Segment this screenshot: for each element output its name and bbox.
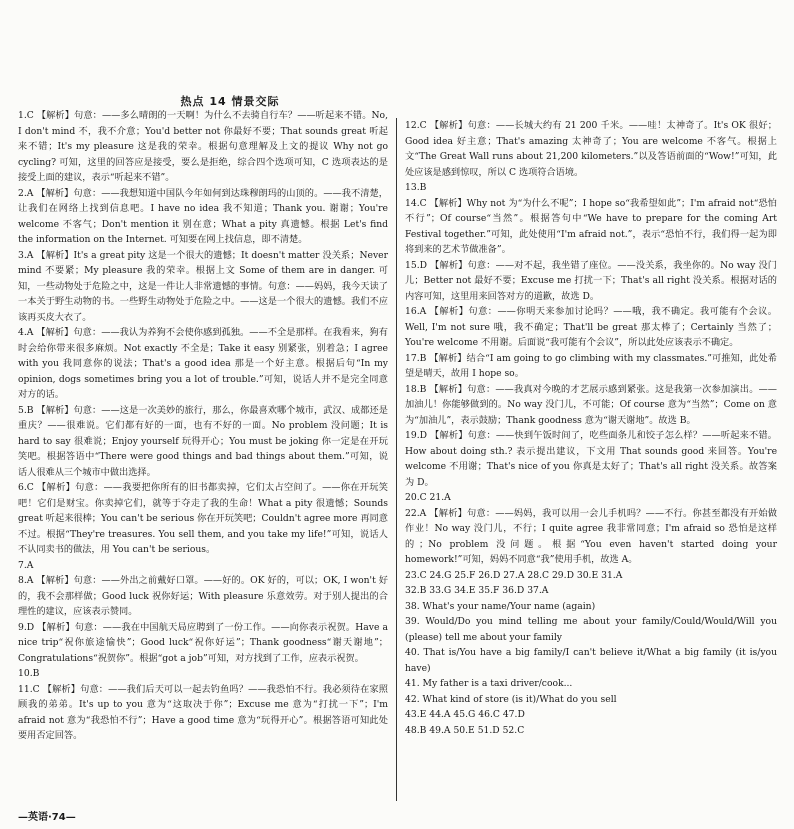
answer-entry: 4.A 【解析】句意：——我认为养狗不会使你感到孤独。——不全是那样。在我看来，狗有时会给你带来很多麻烦。Not exactly 不全是；Take it easy 别紧张，别着急；I agree with you 我同意你的说法；That's a good idea 那是一个好主意。根据后句“In my opinion, dogs sometimes bring you a lot of trouble.”可知，说话人并不是完全同意对方的话。 [18, 327, 388, 400]
section-title: 热点 14 情景交际 [180, 95, 280, 108]
answer-entry: 11.C 【解析】句意：——我们后天可以一起去钓鱼吗？——我恐怕不行。我必须待在家照顾我的弟弟。It's up to you 意为“这取决于你”；Excuse me 意为“打扰一下”；I'm afraid not 意为“我恐怕不行”；Have a good time 意为“玩得开心”。根据答语可知此处要用否定回答。 [18, 683, 388, 741]
answer-entry: 2.A 【解析】句意：——我想知道中国队今年如何到达珠穆朗玛的山顶的。——我不清楚，让我们在网络上找到信息吧。I have no idea 我不知道；Thank you. 谢谢；You're welcome 不客气；Don't mention it 别在意；What a pity 真遗憾。根据 Let's find the information on the Internet. 可知要在网上找信息，即不清楚。 [18, 187, 388, 245]
answer-entry: 18.B 【解析】句意：——我真对今晚的才艺展示感到紧张。这是我第一次参加演出。——加油儿！你能够做到的。No way 没门儿，不可能；Of course 意为“当然”；Come on 意为“加油儿”，表示鼓励；Thank goodness 意为“谢天谢地”。故选 B。 [405, 383, 777, 426]
answer-entry: 41. My father is a taxi driver/cook... [405, 678, 573, 689]
answer-entry: 14.C 【解析】Why not 为“为什么不呢”；I hope so“我希望如此”；I'm afraid not“恐怕不行”；Of course“当然”。根据答句中“We have to prepare for the coming Art Festival together.”可知，此处使用“I'm afraid not.”，表示“恐怕不行，我们得一起为即将到来的艺术节做准备”。 [405, 197, 777, 255]
answer-entry: 10.B [18, 668, 40, 679]
answer-entry: 12.C 【解析】句意：——长城大约有 21 200 千米。——哇！太神奇了。It's OK 很好；Good idea 好主意；That's amazing 太神奇了；You are welcome 不客气。根据上文“The Great Wall runs about 21,200 kilometers.”以及答语前面的“Wow!”可知，此处应该是感到惊叹，所以 C 选项符合语境。 [405, 120, 777, 178]
answer-entry: 20.C 21.A [405, 492, 451, 503]
answer-entry: 43.E 44.A 45.G 46.C 47.D [405, 709, 525, 720]
answer-entry: 13.B [405, 182, 427, 193]
answer-entry: 15.D 【解析】句意：——对不起，我坐错了座位。——没关系，我坐你的。No way 没门儿；Better not 最好不要；Excuse me 打扰一下；That's all right 没关系。根据对话的内容可知，这里用来回答对方的道歉，故选 D。 [405, 259, 777, 302]
answer-entry: 42. What kind of store (is it)/What do you sell [405, 693, 617, 705]
answer-entry: 3.A 【解析】It's a great pity 这是一个很大的遗憾；It doesn't matter 没关系；Never mind 不要紧；My pleasure 我的荣幸。根据上文 Some of them are in danger. 可知，一些动物处于危险之中，这是一件让人非常遗憾的事情。句意：——妈妈，我今天读了一本关于野生动物的书。一些野生动物处于危险之中。——这是一个很大的遗憾。我们不应该再买皮大衣了。 [18, 249, 388, 323]
left-column [18, 108, 388, 744]
answer-entry: 19.D 【解析】句意：——快到午饭时间了，吃些面条儿和饺子怎么样？——听起来不错。How about doing sth.? 表示提出建议，下文用 That sounds good 来回答。You're welcome 不用谢；That's nice of you 你真是太好了；That's all right 没关系。故答案为 D。 [405, 430, 777, 488]
right-column [405, 118, 777, 738]
answer-entry: 48.B 49.A 50.E 51.D 52.C [405, 724, 525, 736]
answer-entry: 5.B 【解析】句意：——这是一次美妙的旅行，那么，你最喜欢哪个城市，武汉、成都还是重庆？——很难说。它们都有好的一面，也有不好的一面。No problem 没问题；It is hard to say 很难说；Enjoy yourself 玩得开心；You must be joking 你一定是在开玩笑吧。根据答语中“There were good things and bad things about them.”可知，说话人很难从三个城市中做出选择。 [18, 404, 388, 478]
answer-entry: 8.A 【解析】句意：——外出之前戴好口罩。——好的。OK 好的，可以；OK, I won't 好的，我不会那样做；Good luck 祝你好运；With pleasure 乐意效劳。对于别人提出的合理性的建议，应该表示赞同。 [18, 575, 388, 617]
answer-entry: 16.A 【解析】句意：——你明天来参加讨论吗？——哦，我不确定。我可能有个会议。Well, I'm not sure 哦，我不确定；That'll be great 那太棒了；Certainly 当然了；You're welcome 不用谢。后面说“我可能有个会议”，所以此处应该表示不确定。 [405, 306, 777, 348]
answer-entry: 39. Would/Do you mind telling me about your family/Could/Would/Will you (please) tell me about your family [405, 616, 777, 643]
answer-entry: 23.C 24.G 25.F 26.D 27.A 28.C 29.D 30.E 31.A [405, 569, 623, 581]
answer-entry: 17.B 【解析】结合“I am going to go climbing with my classmates.”可推知，此处希望是晴天，故用 I hope so。 [405, 352, 777, 379]
answer-entry: 9.D 【解析】句意：——我在中国航天局应聘到了一份工作。——向你表示祝贺。Have a nice trip“祝你旅途愉快”；Good luck“祝你好运”；Thank goodness“谢天谢地”；Congratulations“祝贺你”。根据“got a job”可知，对方找到了工作，应表示祝贺。 [18, 621, 388, 664]
page-footer: —英语·74— [18, 812, 76, 823]
answer-entry: 32.B 33.G 34.E 35.F 36.D 37.A [405, 585, 549, 596]
answer-entry: 40. That is/You have a big family/I can't believe it/What a big family (it is/you have) [405, 647, 777, 674]
answer-entry: 22.A 【解析】句意：——妈妈，我可以用一会儿手机吗？——不行。你甚至都没有开始做作业！No way 没门儿，不行；I quite agree 我非常同意；I'm afraid so 恐怕是这样的；No problem 没问题。根据“You even haven't started doing your homework!”可知，妈妈不同意“我”使用手机，故选 A。 [405, 507, 777, 565]
answer-entry: 6.C 【解析】句意：——我要把你所有的旧书都卖掉，它们太占空间了。——你在开玩笑吧！它们是财宝。你卖掉它们，就等于夺走了我的生命！What a pity 很遗憾；Sounds great 听起来很棒；You can't be serious 你在开玩笑吧；Couldn't agree more 再同意不过。根据“They're treasures. You sell them, and you take my life!”可知，说话人不认同卖书的做法，用 You can't be serious。 [18, 482, 388, 555]
answer-entry: 38. What's your name/Your name (again) [405, 600, 596, 612]
answer-entry: 1.C 【解析】句意：——多么晴朗的一天啊！为什么不去骑自行车？——听起来不错。No, I don't mind 不，我不介意；You'd better not 你最好不要；That sounds great 听起来不错；It's my pleasure 这是我的荣幸。根据句意理解及上文的提议 Why not go cycling? 可知，这里的回答应是接受，要么是拒绝，综合四个选项可知，C 选项表达的是接受上面的建议，表示“听起来不错”。 [18, 110, 388, 183]
column-divider [396, 118, 397, 801]
answer-entry: 7.A [18, 559, 34, 571]
